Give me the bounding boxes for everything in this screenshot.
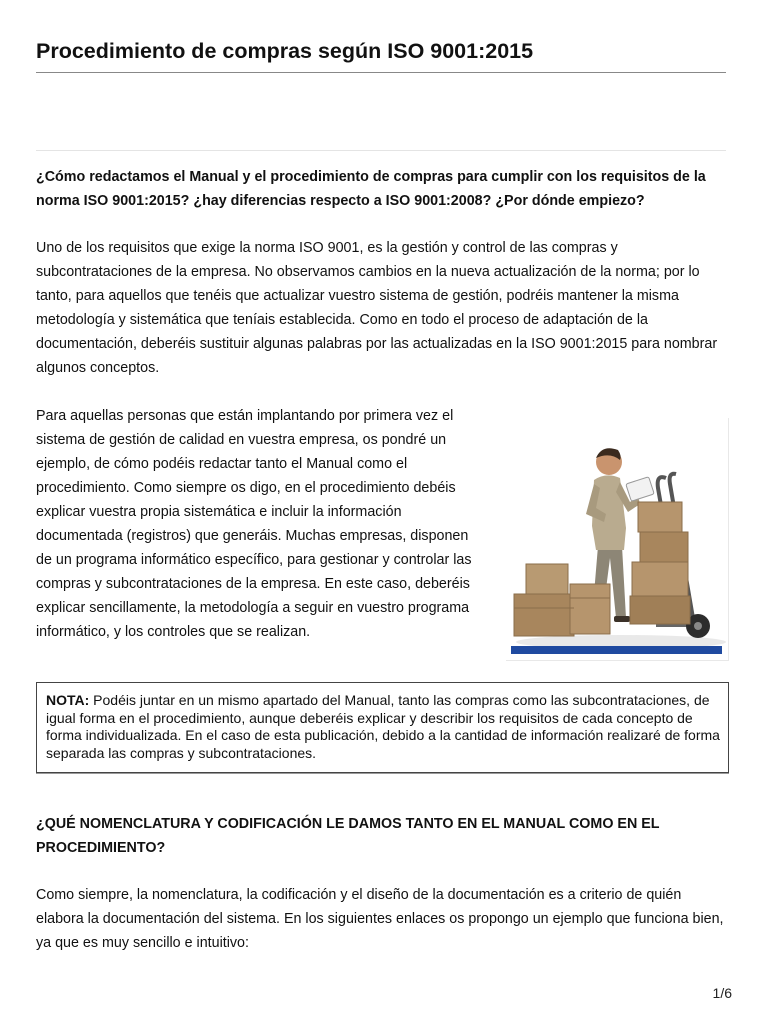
title-divider [36,72,726,73]
paragraph-nomenclature: Como siempre, la nomenclatura, la codificación y el diseño de la documentación es a criterio de quién elabora la documentación del sistema. En los siguientes enlaces os propongo un ejemplo que funciona bien, ya que es muy sencillo e intuitivo: [36,887,724,951]
paragraph-requirements: Uno de los requisitos que exige la norma ISO 9001, es la gestión y control de las compras y subcontrataciones de la empresa. No observamos cambios en la nueva actualización de la norma; por lo tanto, para aquellos que tenéis que actualizar vuestro sistema de gestión, podréis mantener la misma metodología y sistemática que teníais establecida. Como en todo el proceso de adaptación de la documentación, deberéis sustituir algunas palabras por las actualizadas en la ISO 9001:2015 para nombrar algunos conceptos. [36,240,718,376]
section-divider [36,150,726,151]
page-number: 1/6 [712,985,732,1001]
section-heading-nomenclature: ¿QUÉ NOMENCLATURA Y CODIFICACIÓN LE DAMOS TANTO EN EL MANUAL COMO EN EL PROCEDIMIENTO? [36,816,660,856]
paragraph-first-time: Para aquellas personas que están implantando por primera vez el sistema de gestión de calidad en vuestra empresa, os pondré un ejemplo, de cómo podéis redactar tanto el Manual como el procedimiento. Como siempre os digo, en el procedimiento debéis explicar vuestra propia sistemática e incluir la información documentada (registros) que generáis. Muchas empresas, disponen de un programa informático específico, para gestionar y controlar las compras y subcontrataciones de la empresa. En este caso, deberéis explicar sencillamente, la metodología a seguir en vuestro programa informático, y los controles que se realizan. [36,408,472,640]
note-label: NOTA: [46,692,90,708]
page-title: Procedimiento de compras según ISO 9001:2015 [36,39,534,63]
note-text: Podéis juntar en un mismo apartado del Manual, tanto las compras como las subcontrataciones, de igual forma en el procedimiento, aunque deberéis explicar y describir los requisitos de cada concepto de forma individualizada. En el caso de esta publicación, debido a la cantidad de información realizaré de forma separada las compras y subcontrataciones. [46,692,720,761]
delivery-man-illustration [506,418,728,660]
note-box [36,682,729,773]
delivery-man-boxes-photo [506,418,729,661]
intro-question: ¿Cómo redactamos el Manual y el procedimiento de compras para cumplir con los requisitos de la norma ISO 9001:2015? ¿hay diferencias respecto a ISO 9001:2008? ¿Por dónde empiezo? [36,169,706,209]
photo-accent-bar [511,646,722,654]
